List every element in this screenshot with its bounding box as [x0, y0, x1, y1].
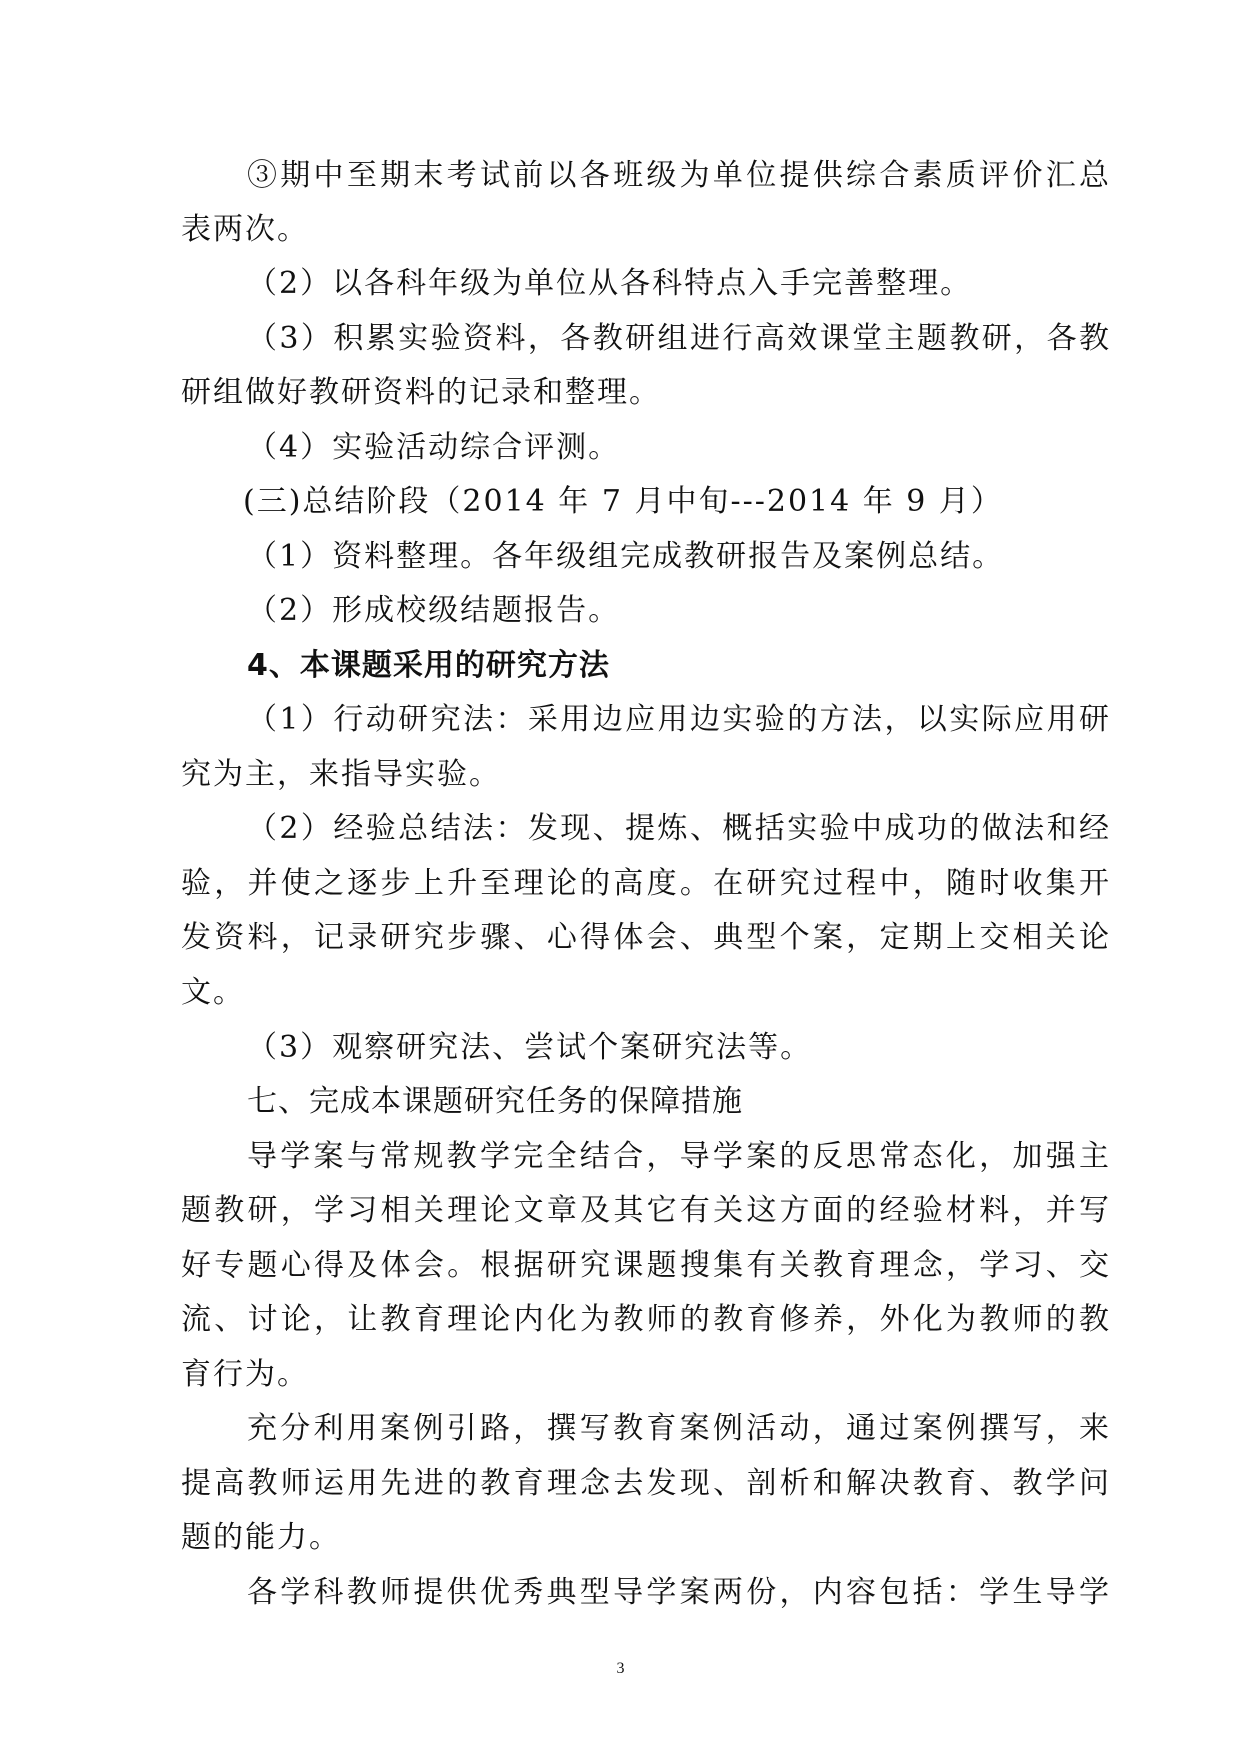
paragraph-line: （2）形成校级结题报告。 — [247, 593, 621, 628]
paragraph-line: 导学案与常规教学完全结合，导学案的反思常态化，加强主 — [247, 1139, 1111, 1174]
section-heading-methods: 4、本课题采用的研究方法 — [247, 648, 610, 683]
paragraph-line: 提高教师运用先进的教育理念去发现、剖析和解决教育、教学问 — [181, 1466, 1111, 1501]
paragraph-line: （1）行动研究法：采用边应用边实验的方法，以实际应用研 — [247, 702, 1111, 737]
paragraph-line: （3）积累实验资料，各教研组进行高效课堂主题教研，各教 — [247, 321, 1111, 356]
paragraph-line: 表两次。 — [181, 212, 309, 247]
section-heading-stage: (三)总结阶段（2014 年 7 月中旬---2014 年 9 月） — [243, 484, 1003, 519]
paragraph-line: 各学科教师提供优秀典型导学案两份，内容包括：学生导学 — [247, 1575, 1111, 1610]
paragraph-line: 育行为。 — [181, 1357, 309, 1392]
paragraph-line: 验，并使之逐步上升至理论的高度。在研究过程中，随时收集开 — [181, 866, 1111, 901]
page-number: 3 — [616, 1660, 625, 1677]
paragraph-line: 究为主，来指导实验。 — [181, 757, 501, 792]
paragraph-line: （4）实验活动综合评测。 — [247, 430, 621, 465]
paragraph-line: 文。 — [181, 975, 245, 1010]
paragraph-line: 充分利用案例引路，撰写教育案例活动，通过案例撰写，来 — [247, 1411, 1111, 1446]
paragraph-line: （3）观察研究法、尝试个案研究法等。 — [247, 1030, 813, 1065]
section-heading-measures: 七、完成本课题研究任务的保障措施 — [247, 1084, 743, 1119]
paragraph-line: 好专题心得及体会。根据研究课题搜集有关教育理念，学习、交 — [181, 1248, 1111, 1283]
paragraph-line: 研组做好教研资料的记录和整理。 — [181, 375, 661, 410]
paragraph-line: 流、讨论，让教育理论内化为教师的教育修养，外化为教师的教 — [181, 1302, 1111, 1337]
paragraph-line: （2）经验总结法：发现、提炼、概括实验中成功的做法和经 — [247, 811, 1111, 846]
paragraph-line: 发资料，记录研究步骤、心得体会、典型个案，定期上交相关论 — [181, 920, 1111, 955]
paragraph-line: （2）以各科年级为单位从各科特点入手完善整理。 — [247, 266, 973, 301]
paragraph-line: 题教研，学习相关理论文章及其它有关这方面的经验材料，并写 — [181, 1193, 1111, 1228]
paragraph-line: （1）资料整理。各年级组完成教研报告及案例总结。 — [247, 539, 1005, 574]
paragraph-line: ③期中至期末考试前以各班级为单位提供综合素质评价汇总 — [247, 158, 1111, 193]
paragraph-line: 题的能力。 — [181, 1520, 341, 1555]
